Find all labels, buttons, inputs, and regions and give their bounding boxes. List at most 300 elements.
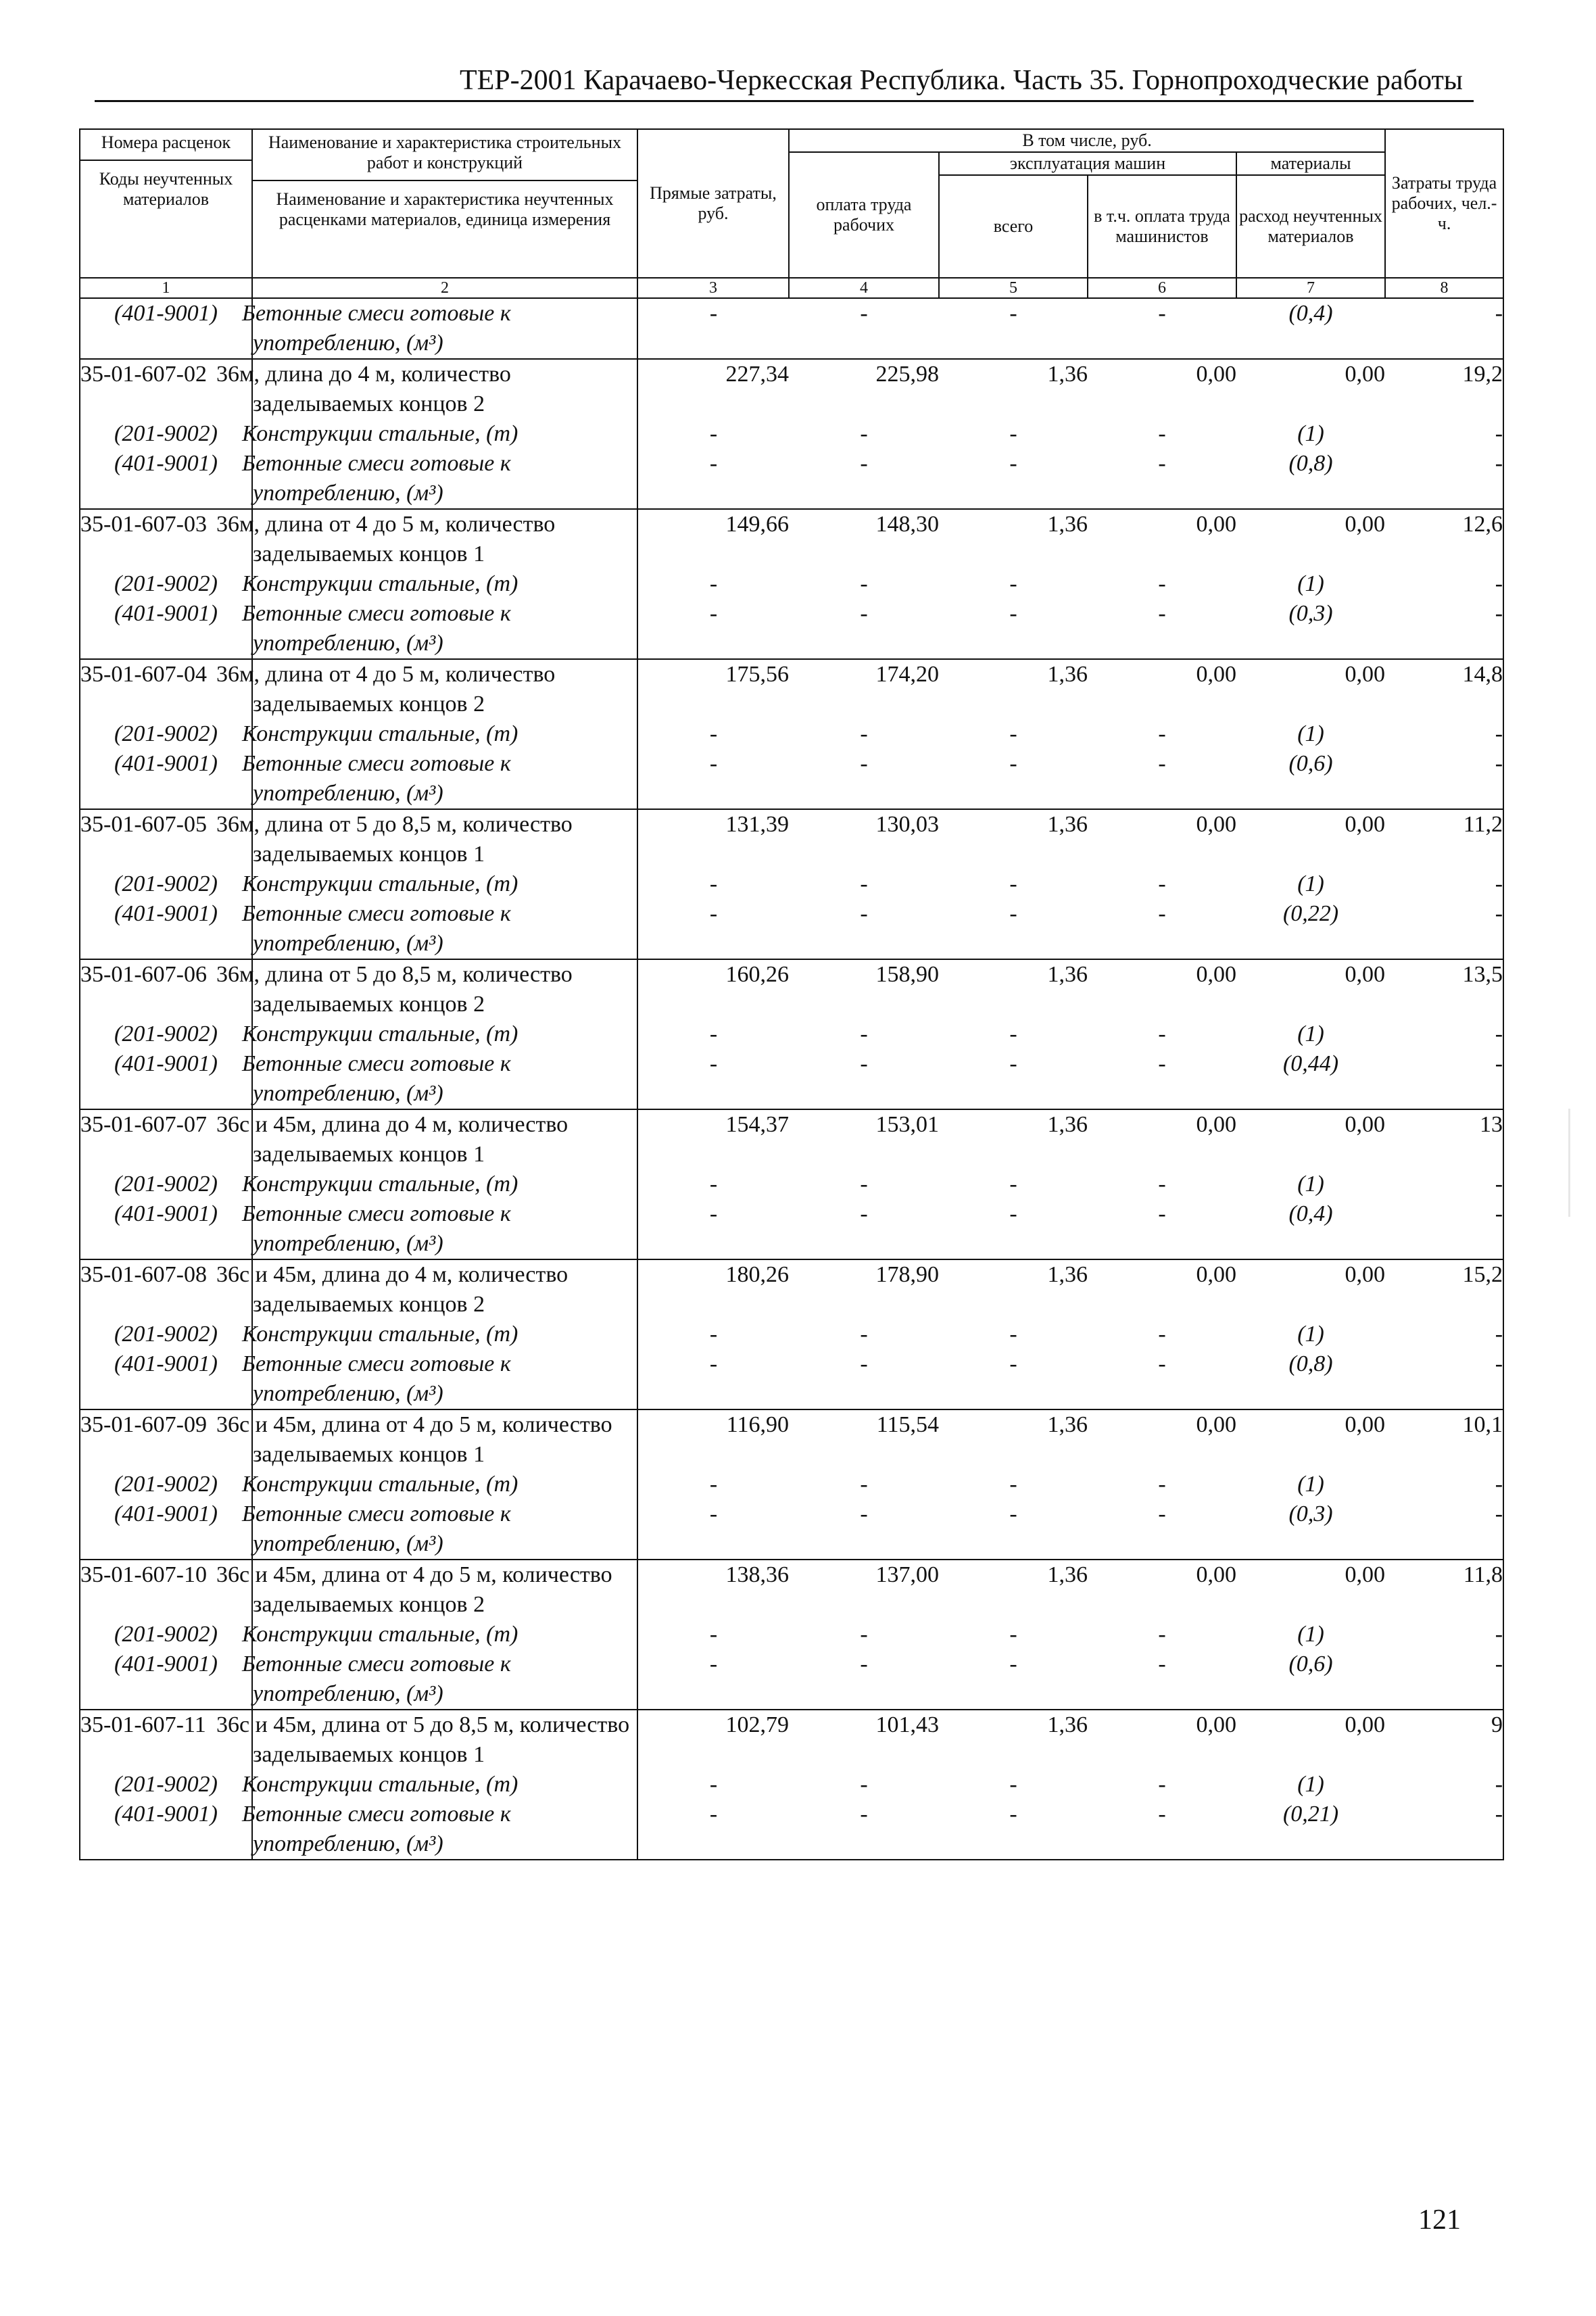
material-consumption: (1) xyxy=(1297,721,1324,746)
column-numbers-row xyxy=(80,278,1503,298)
labor-pay: 158,90 xyxy=(789,959,939,1019)
machinist-pay: 0,00 xyxy=(1088,1560,1236,1620)
dash-cell: - xyxy=(1009,721,1017,746)
machinist-pay: 0,00 xyxy=(1088,509,1236,569)
material-name: Бетонные смеси готовые к употреблению, (м³) xyxy=(252,298,637,359)
rate-row xyxy=(80,509,1503,569)
dash-cell: - xyxy=(1009,1651,1017,1676)
material-consumption: (0,4) xyxy=(1288,1201,1333,1226)
material-consumption: (0,6) xyxy=(1288,1651,1333,1676)
dash-cell: - xyxy=(1385,1800,1503,1860)
dash-cell: - xyxy=(1158,1051,1166,1076)
labor-hours: 12,6 xyxy=(1385,509,1503,569)
labor-hours: 14,8 xyxy=(1385,659,1503,719)
rate-code: 35-01-607-08 xyxy=(80,1259,252,1320)
dash-cell: - xyxy=(860,601,868,626)
rate-row xyxy=(80,1259,1503,1320)
materials-cost: 0,00 xyxy=(1236,359,1385,419)
labor-pay: 148,30 xyxy=(789,509,939,569)
material-row xyxy=(80,1049,1503,1109)
dash-cell: - xyxy=(1009,301,1017,326)
dash-cell: - xyxy=(709,421,718,446)
machinist-pay: 0,00 xyxy=(1088,809,1236,869)
material-row xyxy=(80,1349,1503,1409)
rate-description: 36м, длина от 4 до 5 м, количество заделываемых концов 1 xyxy=(252,509,637,569)
material-code: (201-9002) xyxy=(80,1470,252,1499)
dash-cell: - xyxy=(709,1472,718,1497)
dash-cell: - xyxy=(709,451,718,476)
rate-description: 36м, длина от 5 до 8,5 м, количество заделываемых концов 2 xyxy=(252,959,637,1019)
material-row xyxy=(80,449,1503,509)
material-name: Конструкции стальные, (т) xyxy=(252,719,637,749)
labor-hours: 11,2 xyxy=(1385,809,1503,869)
material-code: (401-9001) xyxy=(80,1349,252,1409)
dash-cell: - xyxy=(1158,601,1166,626)
dash-cell: - xyxy=(860,571,868,596)
col8-header: Затраты труда рабочих, чел.-ч. xyxy=(1385,129,1503,278)
material-row xyxy=(80,1019,1503,1049)
material-row xyxy=(80,419,1503,449)
material-row xyxy=(80,569,1503,599)
rate-row xyxy=(80,1710,1503,1770)
material-consumption: (0,44) xyxy=(1282,1051,1339,1076)
material-code: (401-9001) xyxy=(80,1049,252,1109)
labor-pay: 137,00 xyxy=(789,1560,939,1620)
labor-pay: 153,01 xyxy=(789,1109,939,1169)
material-code: (201-9002) xyxy=(80,1169,252,1199)
machine-total: 1,36 xyxy=(939,1259,1088,1320)
material-row xyxy=(80,1620,1503,1649)
dash-cell: - xyxy=(1385,899,1503,959)
dash-cell: - xyxy=(709,1622,718,1647)
rate-row xyxy=(80,659,1503,719)
material-name: Конструкции стальные, (т) xyxy=(252,1169,637,1199)
dash-cell: - xyxy=(1385,1620,1503,1649)
rates-table xyxy=(79,128,1504,1860)
dash-cell: - xyxy=(860,1472,868,1497)
dash-cell: - xyxy=(709,1501,718,1526)
material-consumption: (0,22) xyxy=(1282,901,1339,926)
rate-code: 35-01-607-05 xyxy=(80,809,252,869)
material-name: Бетонные смеси готовые к употреблению, (м³) xyxy=(252,449,637,509)
materials-cost: 0,00 xyxy=(1236,1109,1385,1169)
labor-hours: 13,5 xyxy=(1385,959,1503,1019)
material-code: (201-9002) xyxy=(80,1320,252,1349)
dash-cell: - xyxy=(1385,569,1503,599)
dash-cell: - xyxy=(1158,1472,1166,1497)
dash-cell: - xyxy=(1158,1021,1166,1046)
machinist-pay: 0,00 xyxy=(1088,1710,1236,1770)
machinist-pay: 0,00 xyxy=(1088,659,1236,719)
material-consumption: (0,21) xyxy=(1236,1800,1385,1860)
dash-cell: - xyxy=(709,1351,718,1376)
direct-costs: 227,34 xyxy=(637,359,789,419)
machine-total: 1,36 xyxy=(939,359,1088,419)
material-code: (201-9002) xyxy=(80,1620,252,1649)
material-consumption: (0,3) xyxy=(1288,601,1333,626)
machinist-pay: 0,00 xyxy=(1088,1109,1236,1169)
dash-cell: - xyxy=(1009,421,1017,446)
direct-costs: 149,66 xyxy=(637,509,789,569)
labor-hours: 9 xyxy=(1385,1710,1503,1770)
lead-material-row xyxy=(80,298,1503,359)
group-including-header: В том числе, руб. xyxy=(789,129,1385,152)
material-name: Бетонные смеси готовые к употреблению, (м³) xyxy=(252,1649,637,1710)
column-number: 6 xyxy=(1088,278,1236,298)
material-consumption: (0,4) xyxy=(1288,301,1333,326)
machine-total: 1,36 xyxy=(939,809,1088,869)
dash-cell: - xyxy=(1158,301,1166,326)
material-consumption: (1) xyxy=(1297,871,1324,896)
material-row xyxy=(80,1770,1503,1800)
materials-cost: 0,00 xyxy=(1236,959,1385,1019)
dash-cell: - xyxy=(939,1800,1088,1860)
material-row xyxy=(80,1800,1503,1860)
dash-cell: - xyxy=(709,721,718,746)
table-header xyxy=(80,129,1503,298)
material-consumption: (1) xyxy=(1297,1622,1324,1647)
dash-cell: - xyxy=(860,751,868,776)
material-name: Конструкции стальные, (т) xyxy=(252,1470,637,1499)
dash-cell: - xyxy=(860,1201,868,1226)
col1-header-top: Номера расценок xyxy=(80,130,251,161)
dash-cell: - xyxy=(1158,451,1166,476)
page-number: 121 xyxy=(1418,2204,1461,2236)
rate-description: 36с и 45м, длина до 4 м, количество заделываемых концов 1 xyxy=(252,1109,637,1169)
dash-cell: - xyxy=(1385,1320,1503,1349)
dash-cell: - xyxy=(1158,1201,1166,1226)
rate-description: 36м, длина до 4 м, количество заделываемых концов 2 xyxy=(252,359,637,419)
material-code: (401-9001) xyxy=(80,298,252,359)
page-header-title: ТЕР-2001 Карачаево-Черкесская Республика. Часть 35. Горнопроходческие работы xyxy=(460,65,1464,96)
group-machines-header: эксплуатация машин xyxy=(939,152,1236,175)
dash-cell: - xyxy=(709,1651,718,1676)
header-rule xyxy=(95,100,1474,102)
dash-cell: - xyxy=(1009,1351,1017,1376)
dash-cell: - xyxy=(1158,871,1166,896)
dash-cell: - xyxy=(1158,1351,1166,1376)
material-consumption: (0,6) xyxy=(1288,751,1333,776)
rate-description: 36м, длина от 5 до 8,5 м, количество заделываемых концов 1 xyxy=(252,809,637,869)
dash-cell: - xyxy=(709,601,718,626)
material-row xyxy=(80,719,1503,749)
material-code: (201-9002) xyxy=(80,869,252,899)
material-row xyxy=(80,899,1503,959)
dash-cell: - xyxy=(709,1322,718,1347)
labor-hours: 19,2 xyxy=(1385,359,1503,419)
rate-code: 35-01-607-04 xyxy=(80,659,252,719)
dash-cell: - xyxy=(1009,1322,1017,1347)
col6-header: в т.ч. оплата труда машинистов xyxy=(1088,175,1236,278)
material-code: (401-9001) xyxy=(80,1649,252,1710)
dash-cell: - xyxy=(1009,871,1017,896)
material-name: Конструкции стальные, (т) xyxy=(252,869,637,899)
materials-cost: 0,00 xyxy=(1236,1710,1385,1770)
material-row xyxy=(80,1199,1503,1259)
dash-cell: - xyxy=(637,1800,789,1860)
material-name: Бетонные смеси готовые к употреблению, (м³) xyxy=(252,1800,637,1860)
dash-cell: - xyxy=(1009,1201,1017,1226)
material-name: Конструкции стальные, (т) xyxy=(252,569,637,599)
material-name: Конструкции стальные, (т) xyxy=(252,1320,637,1349)
column-number: 5 xyxy=(939,278,1088,298)
dash-cell: - xyxy=(860,1322,868,1347)
rate-description: 36с и 45м, длина до 4 м, количество заделываемых концов 2 xyxy=(252,1259,637,1320)
direct-costs: 138,36 xyxy=(637,1560,789,1620)
machine-total: 1,36 xyxy=(939,1409,1088,1470)
material-row xyxy=(80,599,1503,659)
dash-cell: - xyxy=(1009,1622,1017,1647)
dash-cell: - xyxy=(1385,599,1503,659)
material-row xyxy=(80,1320,1503,1349)
dash-cell: - xyxy=(1385,1470,1503,1499)
dash-cell: - xyxy=(1009,601,1017,626)
dash-cell: - xyxy=(1009,451,1017,476)
material-consumption: (1) xyxy=(1297,1472,1324,1497)
labor-pay: 115,54 xyxy=(789,1409,939,1470)
rate-row xyxy=(80,1409,1503,1470)
machine-total: 1,36 xyxy=(939,1560,1088,1620)
material-name: Бетонные смеси готовые к употреблению, (м³) xyxy=(252,599,637,659)
material-code: (401-9001) xyxy=(80,1199,252,1259)
dash-cell: - xyxy=(860,301,868,326)
dash-cell: - xyxy=(1009,1501,1017,1526)
dash-cell: - xyxy=(1385,1169,1503,1199)
material-row xyxy=(80,1649,1503,1710)
dash-cell: - xyxy=(709,1051,718,1076)
dash-cell: - xyxy=(1385,749,1503,809)
dash-cell: - xyxy=(1009,1051,1017,1076)
dash-cell: - xyxy=(709,1172,718,1197)
materials-cost: 0,00 xyxy=(1236,1409,1385,1470)
col1-header xyxy=(80,129,252,278)
labor-hours: 15,2 xyxy=(1385,1259,1503,1320)
dash-cell: - xyxy=(1158,751,1166,776)
dash-cell: - xyxy=(709,901,718,926)
direct-costs: 180,26 xyxy=(637,1259,789,1320)
dash-cell: - xyxy=(860,1651,868,1676)
labor-hours: 10,1 xyxy=(1385,1409,1503,1470)
dash-cell: - xyxy=(789,1800,939,1860)
dash-cell: - xyxy=(1385,869,1503,899)
material-code: (201-9002) xyxy=(80,1019,252,1049)
material-code: (401-9001) xyxy=(80,899,252,959)
material-name: Бетонные смеси готовые к употреблению, (м³) xyxy=(252,1499,637,1560)
material-row xyxy=(80,869,1503,899)
dash-cell: - xyxy=(1009,1021,1017,1046)
group-materials-header: материалы xyxy=(1236,152,1385,175)
direct-costs: 154,37 xyxy=(637,1109,789,1169)
dash-cell: - xyxy=(860,1772,868,1797)
dash-cell: - xyxy=(1158,1622,1166,1647)
col7-header: расход неучтенных материалов xyxy=(1236,175,1385,278)
material-code: (401-9001) xyxy=(80,749,252,809)
col2-header-bottom: Наименование и характеристика неучтенных расценками материалов, единица измерения xyxy=(276,189,614,229)
labor-hours: 11,8 xyxy=(1385,1560,1503,1620)
machine-total: 1,36 xyxy=(939,959,1088,1019)
dash-cell: - xyxy=(1385,1049,1503,1109)
rate-code: 35-01-607-03 xyxy=(80,509,252,569)
materials-cost: 0,00 xyxy=(1236,1259,1385,1320)
rate-code: 35-01-607-02 xyxy=(80,359,252,419)
column-number: 8 xyxy=(1385,278,1503,298)
direct-costs: 102,79 xyxy=(637,1710,789,1770)
dash-cell: - xyxy=(1158,421,1166,446)
material-consumption: (1) xyxy=(1297,1772,1324,1797)
column-number: 2 xyxy=(252,278,637,298)
dash-cell: - xyxy=(1385,298,1503,359)
dash-cell: - xyxy=(860,721,868,746)
dash-cell: - xyxy=(1009,1472,1017,1497)
material-code: (401-9001) xyxy=(80,1499,252,1560)
material-name: Конструкции стальные, (т) xyxy=(252,1770,637,1800)
dash-cell: - xyxy=(1158,1651,1166,1676)
material-code: (201-9002) xyxy=(80,569,252,599)
material-name: Бетонные смеси готовые к употреблению, (м³) xyxy=(252,899,637,959)
dash-cell: - xyxy=(1385,1199,1503,1259)
labor-pay: 225,98 xyxy=(789,359,939,419)
dash-cell: - xyxy=(1009,1772,1017,1797)
dash-cell: - xyxy=(860,451,868,476)
dash-cell: - xyxy=(709,1201,718,1226)
material-consumption: (1) xyxy=(1297,1021,1324,1046)
col1-header-bottom: Коды неучтенных материалов xyxy=(99,169,233,209)
col2-header-top: Наименование и характеристика строительных работ и конструкций xyxy=(253,130,637,181)
dash-cell: - xyxy=(1009,571,1017,596)
material-consumption: (0,3) xyxy=(1288,1501,1333,1526)
material-consumption: (0,8) xyxy=(1288,451,1333,476)
column-number: 4 xyxy=(789,278,939,298)
rate-row xyxy=(80,1560,1503,1620)
material-row xyxy=(80,1470,1503,1499)
machinist-pay: 0,00 xyxy=(1088,359,1236,419)
rate-description: 36с и 45м, длина от 5 до 8,5 м, количество заделываемых концов 1 xyxy=(252,1710,637,1770)
materials-cost: 0,00 xyxy=(1236,659,1385,719)
dash-cell: - xyxy=(1158,1322,1166,1347)
dash-cell: - xyxy=(709,871,718,896)
labor-pay: 178,90 xyxy=(789,1259,939,1320)
rate-code: 35-01-607-06 xyxy=(80,959,252,1019)
table-body xyxy=(80,298,1503,1860)
dash-cell: - xyxy=(709,751,718,776)
material-code: (201-9002) xyxy=(80,419,252,449)
dash-cell: - xyxy=(860,871,868,896)
machine-total: 1,36 xyxy=(939,1109,1088,1169)
dash-cell: - xyxy=(1385,1770,1503,1800)
material-name: Конструкции стальные, (т) xyxy=(252,1019,637,1049)
col3-header: Прямые затраты, руб. xyxy=(637,129,789,278)
material-code: (401-9001) xyxy=(80,449,252,509)
material-row xyxy=(80,1169,1503,1199)
dash-cell: - xyxy=(860,1021,868,1046)
dash-cell: - xyxy=(860,901,868,926)
material-name: Бетонные смеси готовые к употреблению, (м³) xyxy=(252,1049,637,1109)
material-row xyxy=(80,749,1503,809)
dash-cell: - xyxy=(1158,571,1166,596)
rate-description: 36с и 45м, длина от 4 до 5 м, количество заделываемых концов 1 xyxy=(252,1409,637,1470)
direct-costs: 116,90 xyxy=(637,1409,789,1470)
material-consumption: (1) xyxy=(1297,1172,1324,1197)
dash-cell: - xyxy=(1088,1800,1236,1860)
direct-costs: 160,26 xyxy=(637,959,789,1019)
col4-header: оплата труда рабочих xyxy=(789,152,939,278)
column-number: 7 xyxy=(1236,278,1385,298)
rate-description: 36с и 45м, длина от 4 до 5 м, количество заделываемых концов 2 xyxy=(252,1560,637,1620)
material-name: Конструкции стальные, (т) xyxy=(252,419,637,449)
dash-cell: - xyxy=(1158,901,1166,926)
material-code: (201-9002) xyxy=(80,719,252,749)
dash-cell: - xyxy=(1158,721,1166,746)
material-code: (401-9001) xyxy=(80,1800,252,1860)
dash-cell: - xyxy=(1158,1501,1166,1526)
dash-cell: - xyxy=(1385,1019,1503,1049)
dash-cell: - xyxy=(860,1351,868,1376)
labor-pay: 101,43 xyxy=(789,1710,939,1770)
dash-cell: - xyxy=(1158,1772,1166,1797)
rate-code: 35-01-607-10 xyxy=(80,1560,252,1620)
material-consumption: (1) xyxy=(1297,1322,1324,1347)
direct-costs: 131,39 xyxy=(637,809,789,869)
rate-code: 35-01-607-11 xyxy=(80,1710,252,1770)
materials-cost: 0,00 xyxy=(1236,809,1385,869)
dash-cell: - xyxy=(860,1172,868,1197)
rate-row xyxy=(80,359,1503,419)
machine-total: 1,36 xyxy=(939,1710,1088,1770)
dash-cell: - xyxy=(1385,1499,1503,1560)
rate-code: 35-01-607-07 xyxy=(80,1109,252,1169)
materials-cost: 0,00 xyxy=(1236,1560,1385,1620)
machinist-pay: 0,00 xyxy=(1088,1409,1236,1470)
material-consumption: (0,8) xyxy=(1288,1351,1333,1376)
dash-cell: - xyxy=(1385,419,1503,449)
rate-description: 36м, длина от 4 до 5 м, количество заделываемых концов 2 xyxy=(252,659,637,719)
material-name: Конструкции стальные, (т) xyxy=(252,1620,637,1649)
dash-cell: - xyxy=(1009,901,1017,926)
material-name: Бетонные смеси готовые к употреблению, (м³) xyxy=(252,1349,637,1409)
material-name: Бетонные смеси готовые к употреблению, (м³) xyxy=(252,749,637,809)
direct-costs: 175,56 xyxy=(637,659,789,719)
dash-cell: - xyxy=(709,1021,718,1046)
rate-row xyxy=(80,959,1503,1019)
dash-cell: - xyxy=(860,1622,868,1647)
machine-total: 1,36 xyxy=(939,659,1088,719)
material-consumption: (1) xyxy=(1297,421,1324,446)
column-number: 1 xyxy=(80,278,252,298)
dash-cell: - xyxy=(709,301,718,326)
rate-row xyxy=(80,809,1503,869)
dash-cell: - xyxy=(1385,1649,1503,1710)
col5-header: всего xyxy=(939,175,1088,278)
material-consumption: (1) xyxy=(1297,571,1324,596)
dash-cell: - xyxy=(1158,1172,1166,1197)
dash-cell: - xyxy=(860,421,868,446)
scan-edge-mark xyxy=(1568,1109,1570,1217)
dash-cell: - xyxy=(709,1772,718,1797)
rate-code: 35-01-607-09 xyxy=(80,1409,252,1470)
machinist-pay: 0,00 xyxy=(1088,959,1236,1019)
material-row xyxy=(80,1499,1503,1560)
labor-pay: 130,03 xyxy=(789,809,939,869)
dash-cell: - xyxy=(1009,1172,1017,1197)
labor-hours: 13 xyxy=(1385,1109,1503,1169)
dash-cell: - xyxy=(860,1501,868,1526)
dash-cell: - xyxy=(1385,449,1503,509)
labor-pay: 174,20 xyxy=(789,659,939,719)
material-code: (401-9001) xyxy=(80,599,252,659)
col2-header xyxy=(252,129,637,278)
machine-total: 1,36 xyxy=(939,509,1088,569)
rate-row xyxy=(80,1109,1503,1169)
